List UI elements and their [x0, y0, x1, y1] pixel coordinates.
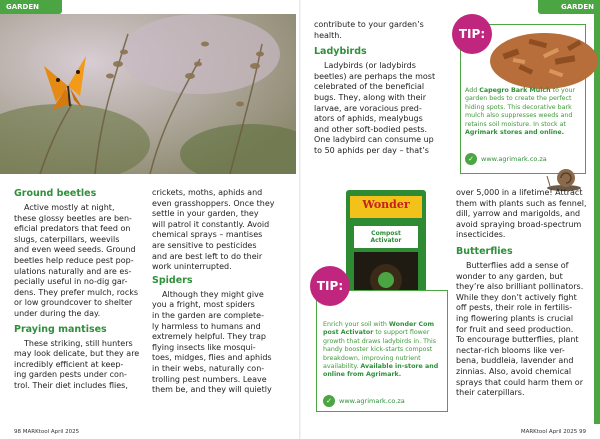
- paragraph-ground-beetles: Active mostly at night, these glossy beetles are ben- eficial predators that feed on slugs, caterpillars, weevils and even weed seeds. Ground beetles help reduce pest pop- ulations naturally and are es- pecially useful in no-dig gar- dens. They prefer mulch, rocks or low groundcover to shelter under during the day.: [14, 203, 139, 318]
- tip-box-compost: [316, 290, 448, 412]
- paragraph-butterflies: Butterflies add a sense of wonder to any garden, but they’re also brilliant pollinators. While they don’t actively fight off pests, their role in fertilis- ing flowering plants is crucial for fruit and seed production. To encourage butterflies, plant nectar-rich blooms like ver- bena, buddleia, lavender and zinnias. Also, avoid chemical sprays that could harm them or their caterpillars.: [456, 260, 584, 398]
- heading-butterflies: Butterflies: [456, 245, 513, 257]
- website-link-2[interactable]: ✓ www.agrimark.co.za: [323, 395, 405, 407]
- left-column-1: [14, 188, 142, 392]
- agrimark-logo-icon: ✓: [323, 395, 335, 407]
- right-column-1: [314, 20, 452, 157]
- butterfly-photo: [0, 14, 296, 174]
- tip-badge-2: TIP:: [310, 266, 350, 306]
- paragraph-mantises-continued: crickets, moths, aphids and even grasshoppers. Once they settle in your garden, they will patrol it constantly. Avoid chemical sprays – mantises are sensitive to pesticides and are best left to do their work uninterrupted.: [152, 188, 275, 272]
- paragraph-ladybirds: Ladybirds (or ladybirds beetles) are perhaps the most celebrated of the beneficial bugs. They, along with their larvae, are voracious pred- ators of aphids, mealybugs and other soft-bodied pests. One ladybird can consume up to 50 aphids per day – that’s: [314, 61, 436, 155]
- right-column-2: [456, 188, 590, 399]
- heading-spiders: Spiders: [152, 274, 193, 286]
- section-tab-left: GARDEN: [0, 0, 62, 14]
- paragraph-praying-mantises: These striking, still hunters may look delicate, but they are incredibly efficient at keep- ing garden pests under con- trol. Their diet includes flies,: [14, 338, 140, 390]
- product-subtitle: Compost Activator: [370, 230, 402, 244]
- tip-text-compost: Enrich your soil with Wonder Com post Activator to support flower growth that draws ladybirds in. This handy booster kick-starts compost breakdown, improving nutrient availability. Available in-store and online from Agrimark.: [323, 321, 439, 379]
- paragraph-spiders-continued: contribute to your garden’s health.: [314, 20, 424, 40]
- website-link-1[interactable]: ✓ www.agrimark.co.za: [465, 153, 547, 165]
- tip-badge-1: TIP:: [452, 14, 492, 54]
- product-brand: Wonder: [362, 198, 410, 211]
- paragraph-spiders: Although they might give you a fright, most spiders in the garden are complete- ly harmless to humans and extremely helpful. They trap flying insects like mosqui- toes, midges, flies and aphids in their webs, naturally con- trolling pest numbers. Leave them be, and they will quietly: [152, 289, 272, 395]
- tip-text-bark-mulch: Add Capegro Bark Mulch to your garden beds to create the perfect hiding spots. This decorative bark mulch also suppresses weeds and retains soil moisture. In stock at Agrimark stores and online.: [465, 87, 576, 137]
- heading-ladybirds: Ladybirds: [314, 46, 367, 58]
- page-gutter: [299, 0, 301, 439]
- heading-ground-beetles: Ground beetles: [14, 188, 97, 199]
- section-tab-right: GARDEN: [538, 0, 600, 14]
- heading-praying-mantises: Praying mantises: [14, 323, 107, 335]
- paragraph-ladybirds-continued: over 5,000 in a lifetime! Attract them with plants such as fennel, dill, yarrow and marigolds, and avoid spraying broad-spectrum insecticides.: [456, 188, 587, 240]
- left-column-2: [152, 188, 290, 396]
- footer-right: MARKtool April 2025 99: [520, 429, 586, 435]
- footer-left: 98 MARKtool April 2025: [14, 429, 80, 435]
- bark-mulch-image: [489, 27, 599, 89]
- agrimark-logo-icon: ✓: [465, 153, 477, 165]
